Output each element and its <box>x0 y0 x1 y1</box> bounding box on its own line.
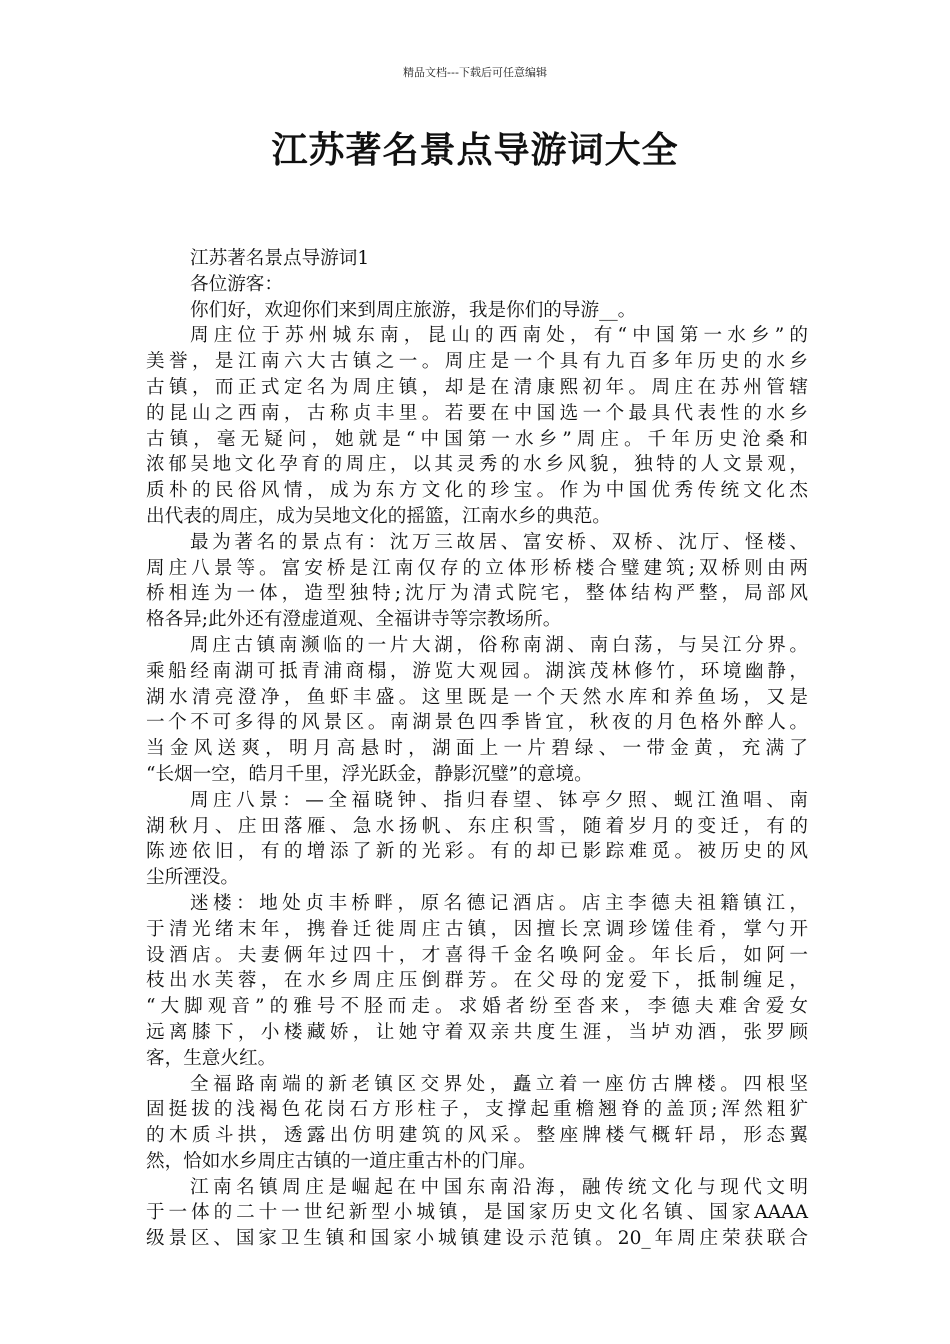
text-line: 最为著名的景点有：沈万三故居、富安桥、双桥、沈厅、怪楼、 <box>190 531 808 553</box>
text-line: 固挺拔的浅褐色花岗石方形柱子，支撑起重檐翘脊的盖顶;浑然粗犷 <box>146 1099 808 1121</box>
text-line: 美誉，是江南六大古镇之一。周庄是一个具有九百多年历史的水乡 <box>146 351 808 373</box>
text-line: 的木质斗拱，透露出仿明建筑的风采。整座牌楼气概轩昂，形态翼 <box>146 1125 808 1147</box>
document-body <box>146 246 808 1252</box>
text-line: 设酒店。夫妻俩年过四十，才喜得千金名唤阿金。年长后，如阿一 <box>146 944 808 966</box>
text-line: 于一体的二十一世纪新型小城镇，是国家历史文化名镇、国家AAAA <box>146 1202 808 1224</box>
text-line: 浓郁吴地文化孕育的周庄，以其灵秀的水乡风貌，独特的人文景观， <box>146 454 808 476</box>
text-line: 全福路南端的新老镇区交界处，矗立着一座仿古牌楼。四根坚 <box>190 1073 808 1095</box>
text-line: 湖秋月、庄田落雁、急水扬帆、东庄积雪，随着岁月的变迁，有的 <box>146 815 808 837</box>
text-line: 的昆山之西南，古称贞丰里。若要在中国选一个最具代表性的水乡 <box>146 402 808 424</box>
text-line: 周庄八景等。富安桥是江南仅存的立体形桥楼合璧建筑;双桥则由两 <box>146 557 808 579</box>
text-line: 各位游客： <box>190 273 283 295</box>
text-line: “大脚观音”的雅号不胫而走。求婚者纷至沓来，李德夫难舍爱女 <box>146 996 808 1018</box>
text-line: 格各异;此外还有澄虚道观、全福讲寺等宗教场所。 <box>146 609 562 631</box>
text-line: 迷楼：地处贞丰桥畔，原名德记酒店。店主李德夫祖籍镇江， <box>190 892 808 914</box>
text-line: 江南名镇周庄是崛起在中国东南沿海，融传统文化与现代文明 <box>190 1176 808 1198</box>
text-line: 桥相连为一体，造型独特;沈厅为清式院宅，整体结构严整，局部风 <box>146 583 808 605</box>
document-title: 江苏著名景点导游词大全 <box>271 130 679 171</box>
text-line: 古镇，而正式定名为周庄镇，却是在清康熙初年。周庄在苏州管辖 <box>146 376 808 398</box>
text-line: 乘船经南湖可抵青浦商榻，游览大观园。湖滨茂林修竹，环境幽静， <box>146 660 808 682</box>
text-line: 周庄八景：—全福晓钟、指归春望、钵亭夕照、蚬江渔唱、南 <box>190 789 808 811</box>
text-line: 你们好，欢迎你们来到周庄旅游，我是你们的导游__。 <box>190 299 637 321</box>
text-line: 当金风送爽，明月高悬时，湖面上一片碧绿、一带金黄，充满了 <box>146 738 808 760</box>
text-line: 尘所湮没。 <box>146 867 239 889</box>
text-line: 然，恰如水乡周庄古镇的一道庄重古朴的门扉。 <box>146 1150 537 1172</box>
text-line: 级景区、国家卫生镇和国家小城镇建设示范镇。20_年周庄荣获联合 <box>146 1228 808 1250</box>
text-line: 一个不可多得的风景区。南湖景色四季皆宜，秋夜的月色格外醉人。 <box>146 712 808 734</box>
text-line: 出代表的周庄，成为吴地文化的摇篮，江南水乡的典范。 <box>146 505 611 527</box>
text-line: 于清光绪末年，携眷迁徙周庄古镇，因擅长烹调珍馐佳肴，掌勺开 <box>146 918 808 940</box>
text-line: 江苏著名景点导游词1 <box>190 248 370 269</box>
header-note: 精品文档---下载后可任意编辑 <box>403 66 547 79</box>
text-line: 周庄古镇南濒临的一片大湖，俗称南湖、南白荡，与吴江分界。 <box>190 634 808 656</box>
text-line: 周庄位于苏州城东南，昆山的西南处，有“中国第一水乡”的 <box>190 325 808 347</box>
text-line: 客，生意火红。 <box>146 1047 277 1069</box>
text-line: 远离膝下，小楼藏娇，让她守着双亲共度生涯，当垆劝酒，张罗顾 <box>146 1021 808 1043</box>
text-line: 古镇，毫无疑问，她就是“中国第一水乡”周庄。千年历史沧桑和 <box>146 428 808 450</box>
text-line: “长烟一空，皓月千里，浮光跃金，静影沉璧”的意境。 <box>146 763 593 785</box>
text-line: 湖水清亮澄净，鱼虾丰盛。这里既是一个天然水库和养鱼场，又是 <box>146 686 808 708</box>
text-line: 质朴的民俗风情，成为东方文化的珍宝。作为中国优秀传统文化杰 <box>146 480 808 502</box>
text-line: 陈迹依旧，有的增添了新的光彩。有的却已影踪难觅。被历史的风 <box>146 841 808 863</box>
text-line: 枝出水芙蓉，在水乡周庄压倒群芳。在父母的宠爱下，抵制缠足， <box>146 970 808 992</box>
